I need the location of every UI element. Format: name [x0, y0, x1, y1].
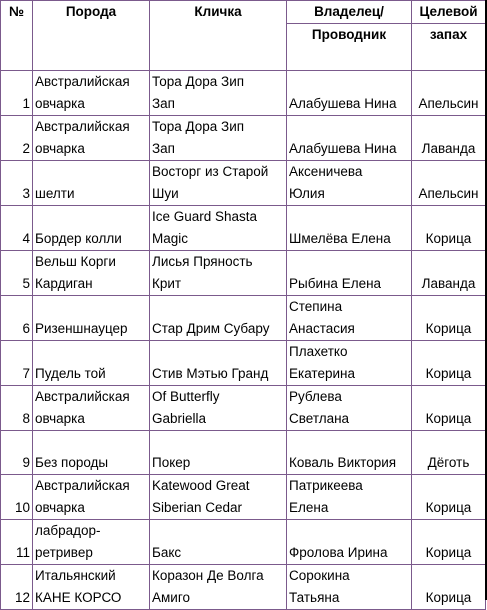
name-cell-line: Покер [152, 455, 191, 470]
breed-cell [33, 520, 150, 565]
breed-cell-line: овчарка [35, 141, 85, 156]
owner-cell-line: Юлия [289, 186, 325, 201]
owner-cell-line: Патрикеева [289, 478, 363, 493]
name-cell [150, 341, 287, 386]
table-row [1, 206, 486, 251]
row-number: 6 [1, 296, 33, 341]
owner-cell [287, 431, 412, 475]
name-cell [150, 71, 287, 116]
header-num: № [1, 1, 33, 71]
name-cell-line: Тора Дора Зип [152, 119, 245, 134]
breed-cell-line: Итальянский [35, 568, 116, 583]
name-cell-line: Зап [152, 96, 175, 111]
owner-cell [287, 565, 412, 610]
name-cell-line: Katewood Great [152, 478, 250, 493]
breed-cell [33, 431, 150, 475]
table-row [1, 431, 486, 475]
name-cell-line: Зап [152, 141, 175, 156]
row-number: 5 [1, 251, 33, 296]
owner-cell [287, 296, 412, 341]
breed-cell-line: Бордер колли [35, 231, 122, 246]
owner-cell-line: Коваль Виктория [289, 455, 397, 470]
table-row [1, 475, 486, 520]
name-cell [150, 206, 287, 251]
owner-cell-line: Екатерина [289, 366, 355, 381]
breed-cell [33, 296, 150, 341]
header-scent [412, 1, 486, 71]
name-cell-line: Siberian Cedar [152, 500, 243, 515]
header-scent-line1: Целевой [412, 1, 485, 24]
name-cell-line: Gabriella [152, 411, 207, 426]
header-owner [287, 1, 412, 71]
breed-cell [33, 116, 150, 161]
name-cell-line: Стар Дрим Субару [152, 321, 270, 336]
breed-cell-line: Пудель той [35, 366, 106, 381]
name-cell [150, 161, 287, 206]
owner-cell [287, 251, 412, 296]
scent-cell: Корица [412, 565, 486, 610]
name-cell-line: Шуи [152, 186, 179, 201]
scent-cell: Корица [412, 341, 486, 386]
owner-cell [287, 116, 412, 161]
owner-cell-line: Фролова Ирина [289, 545, 388, 560]
owner-cell-line: Рыбина Елена [289, 276, 382, 291]
row-number: 4 [1, 206, 33, 251]
scent-cell: Корица [412, 386, 486, 431]
scent-cell: Дёготь [412, 431, 486, 475]
breed-cell [33, 161, 150, 206]
row-number: 8 [1, 386, 33, 431]
name-cell [150, 386, 287, 431]
scent-cell: Лаванда [412, 251, 486, 296]
row-number: 12 [1, 565, 33, 610]
table-row [1, 565, 486, 610]
name-cell-line: Magic [152, 231, 189, 246]
owner-cell-line: Плахетко [289, 344, 348, 359]
owner-cell [287, 206, 412, 251]
scent-cell: Лаванда [412, 116, 486, 161]
table-row [1, 251, 486, 296]
breed-cell-line: Ризеншнауцер [35, 321, 128, 336]
owner-cell [287, 341, 412, 386]
owner-cell [287, 475, 412, 520]
breed-cell [33, 565, 150, 610]
row-number: 1 [1, 71, 33, 116]
name-cell [150, 251, 287, 296]
breed-cell [33, 251, 150, 296]
owner-cell-line: Аксеничева [289, 164, 363, 179]
owner-cell-line: Сорокина [289, 568, 350, 583]
breed-cell-line: овчарка [35, 411, 85, 426]
name-cell-line: Стив Мэтью Гранд [152, 366, 269, 381]
name-cell-line: Ice Guard Shasta [152, 209, 258, 224]
header-breed: Порода [33, 1, 150, 71]
breed-cell-line: овчарка [35, 96, 85, 111]
owner-cell-line: Светлана [289, 411, 350, 426]
owner-cell [287, 520, 412, 565]
breed-cell-line: Австралийская [35, 389, 130, 404]
owner-cell [287, 161, 412, 206]
breed-cell-line: Без породы [35, 455, 109, 470]
name-cell-line: Тора Дора Зип [152, 74, 245, 89]
scent-cell: Корица [412, 475, 486, 520]
breed-cell-line: Вельш Корги [35, 254, 116, 269]
owner-cell-line: Рублева [289, 389, 342, 404]
row-number: 2 [1, 116, 33, 161]
header-owner-line1: Владелец/ [287, 1, 411, 24]
header-name: Кличка [150, 1, 287, 71]
breed-cell-line: шелти [35, 186, 75, 201]
name-cell-line: Амиго [152, 590, 190, 605]
breed-cell-line: Австралийская [35, 119, 130, 134]
row-number: 3 [1, 161, 33, 206]
name-cell [150, 116, 287, 161]
table-row [1, 296, 486, 341]
name-cell-line: Коразон Де Волга [152, 568, 264, 583]
owner-cell-line: Степина [289, 299, 343, 314]
breed-cell-line: лабрадор- [35, 523, 101, 538]
scent-cell: Апельсин [412, 161, 486, 206]
owner-cell-line: Алабушева Нина [289, 141, 397, 156]
table-row [1, 161, 486, 206]
header-row [1, 1, 486, 71]
scent-cell: Апельсин [412, 71, 486, 116]
name-cell-line: Восторг из Старой [152, 164, 269, 179]
owner-cell-line: Елена [289, 500, 329, 515]
table-row [1, 520, 486, 565]
header-scent-line2: запах [429, 27, 468, 42]
row-number: 11 [1, 520, 33, 565]
breed-cell [33, 206, 150, 251]
owner-cell-line: Алабушева Нина [289, 96, 397, 111]
breed-cell-line: КАНЕ КОРСО [35, 590, 122, 605]
owner-cell-line: Анастасия [289, 321, 355, 336]
scent-cell: Корица [412, 296, 486, 341]
breed-cell [33, 71, 150, 116]
breed-cell [33, 341, 150, 386]
name-cell [150, 565, 287, 610]
name-cell-line: Of Butterfly [152, 389, 220, 404]
owner-cell [287, 71, 412, 116]
scent-cell: Корица [412, 520, 486, 565]
table-row [1, 341, 486, 386]
row-number: 7 [1, 341, 33, 386]
name-cell-line: Бакс [152, 545, 182, 560]
breed-cell-line: Австралийская [35, 74, 130, 89]
breed-cell-line: ретривер [35, 545, 93, 560]
breed-cell-line: Австралийская [35, 478, 130, 493]
scent-cell: Корица [412, 206, 486, 251]
breed-cell-line: овчарка [35, 500, 85, 515]
breed-cell-line: Кардиган [35, 276, 93, 291]
row-number: 10 [1, 475, 33, 520]
table-row [1, 71, 486, 116]
header-owner-line2: Проводник [311, 27, 387, 42]
row-number: 9 [1, 431, 33, 475]
table-row [1, 386, 486, 431]
table-row [1, 116, 486, 161]
name-cell [150, 296, 287, 341]
owner-cell-line: Шмелёва Елена [289, 231, 391, 246]
owner-cell [287, 386, 412, 431]
breed-cell [33, 475, 150, 520]
name-cell [150, 475, 287, 520]
owner-cell-line: Татьяна [289, 590, 340, 605]
name-cell-line: Крит [152, 276, 182, 291]
name-cell-line: Лисья Пряность [152, 254, 253, 269]
name-cell [150, 431, 287, 475]
breed-cell [33, 386, 150, 431]
name-cell [150, 520, 287, 565]
